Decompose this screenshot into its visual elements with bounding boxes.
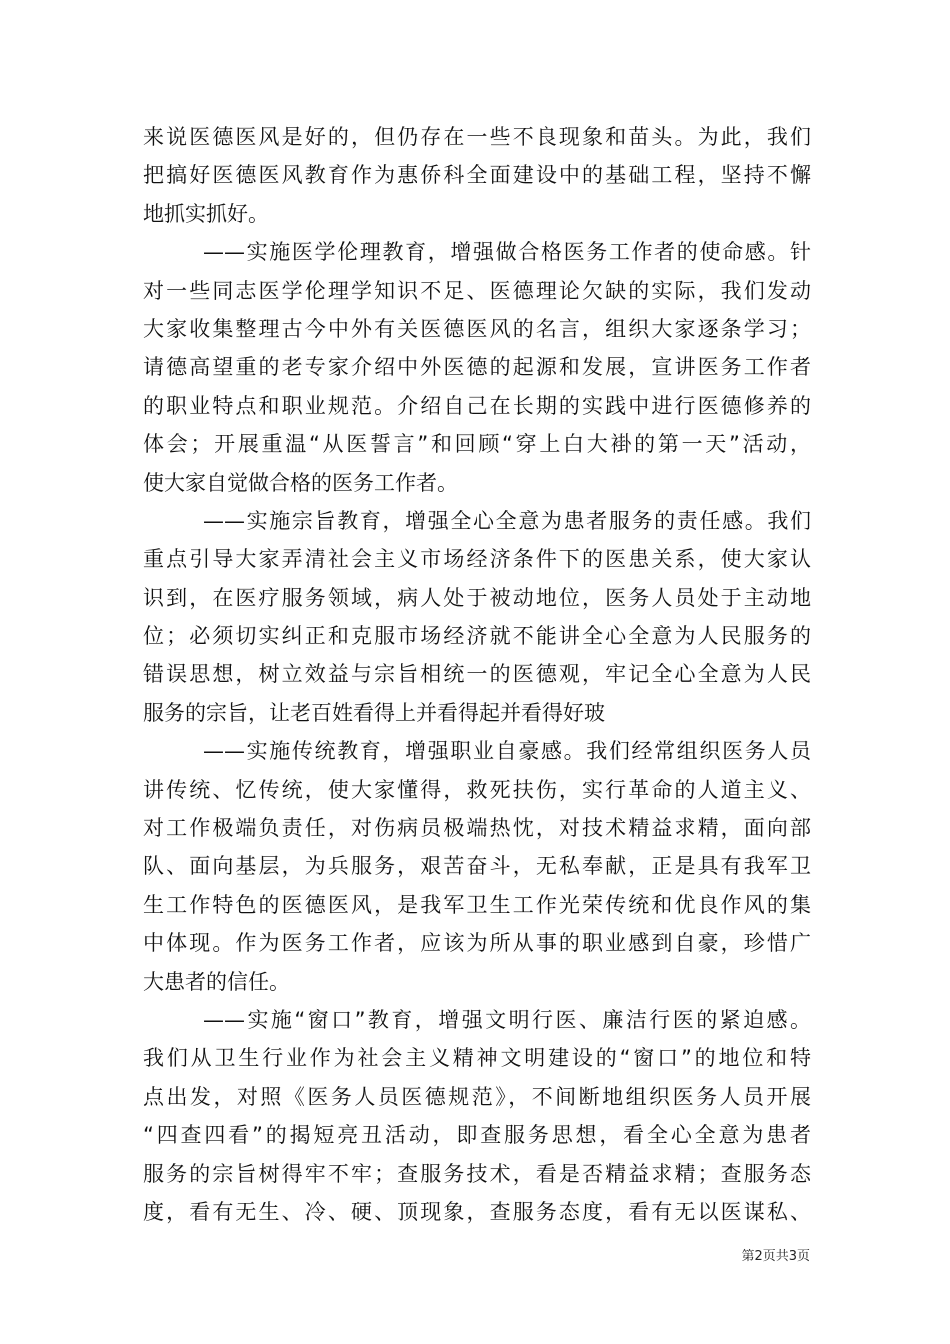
text-line: 点出发，对照《医务人员医德规范》，不间断地组织医务人员开展	[143, 1084, 811, 1109]
text-line: 服务的宗旨，让老百姓看得上并看得起并看得好玻	[143, 700, 605, 725]
text-line: 请德高望重的老专家介绍中外医德的起源和发展，宣讲医务工作者	[143, 355, 811, 380]
page-number: 第2页共3页	[741, 1249, 810, 1264]
text-line: ——实施“窗口”教育，增强文明行医、廉洁行医的紧迫感。	[203, 1007, 811, 1032]
text-line: 讲传统、忆传统，使大家懂得，救死扶伤，实行革命的人道主义、	[143, 777, 811, 802]
text-line: 服务的宗旨树得牢不牢；查服务技术，看是否精益求精；查服务态	[143, 1161, 811, 1186]
text-line: ——实施传统教育，增强职业自豪感。我们经常组织医务人员	[203, 739, 811, 764]
text-line: 体会；开展重温“从医誓言”和回顾“穿上白大褂的第一天”活动，	[143, 432, 811, 457]
text-line: 把搞好医德医风教育作为惠侨科全面建设中的基础工程，坚持不懈	[143, 163, 811, 188]
text-line: ——实施医学伦理教育，增强做合格医务工作者的使命感。针	[203, 240, 811, 265]
text-line: 生工作特色的医德医风，是我军卫生工作光荣传统和优良作风的集	[143, 892, 811, 917]
text-line: 的职业特点和职业规范。介绍自己在长期的实践中进行医德修养的	[143, 393, 811, 418]
text-line: 重点引导大家弄清社会主义市场经济条件下的医患关系，使大家认	[143, 547, 811, 572]
text-line: 中体现。作为医务工作者，应该为所从事的职业感到自豪，珍惜广	[143, 931, 811, 956]
text-line: 对一些同志医学伦理学知识不足、医德理论欠缺的实际，我们发动	[143, 278, 811, 303]
text-line: 地抓实抓好。	[143, 201, 269, 226]
text-line: ——实施宗旨教育，增强全心全意为患者服务的责任感。我们	[203, 508, 811, 533]
text-line: 度，看有无生、冷、硬、顶现象，查服务态度，看有无以医谋私、	[143, 1199, 811, 1224]
text-line: 对工作极端负责任，对伤病员极端热忱，对技术精益求精，面向部	[143, 816, 811, 841]
text-line: 使大家自觉做合格的医务工作者。	[143, 470, 458, 495]
text-line: 识到，在医疗服务领域，病人处于被动地位，医务人员处于主动地	[143, 585, 811, 610]
text-line: 大患者的信任。	[143, 969, 290, 994]
text-line: 我们从卫生行业作为社会主义精神文明建设的“窗口”的地位和特	[143, 1046, 811, 1071]
document-body	[143, 118, 811, 1231]
text-line: 错误思想，树立效益与宗旨相统一的医德观，牢记全心全意为人民	[143, 662, 811, 687]
text-line: 位；必须切实纠正和克服市场经济就不能讲全心全意为人民服务的	[143, 624, 811, 649]
text-line: “四查四看”的揭短亮丑活动，即查服务思想，看全心全意为患者	[143, 1123, 811, 1148]
text-line: 来说医德医风是好的，但仍存在一些不良现象和苗头。为此，我们	[143, 125, 811, 149]
text-line: 队、面向基层，为兵服务，艰苦奋斗，无私奉献，正是具有我军卫	[143, 854, 811, 879]
text-line: 大家收集整理古今中外有关医德医风的名言，组织大家逐条学习；	[143, 316, 811, 341]
